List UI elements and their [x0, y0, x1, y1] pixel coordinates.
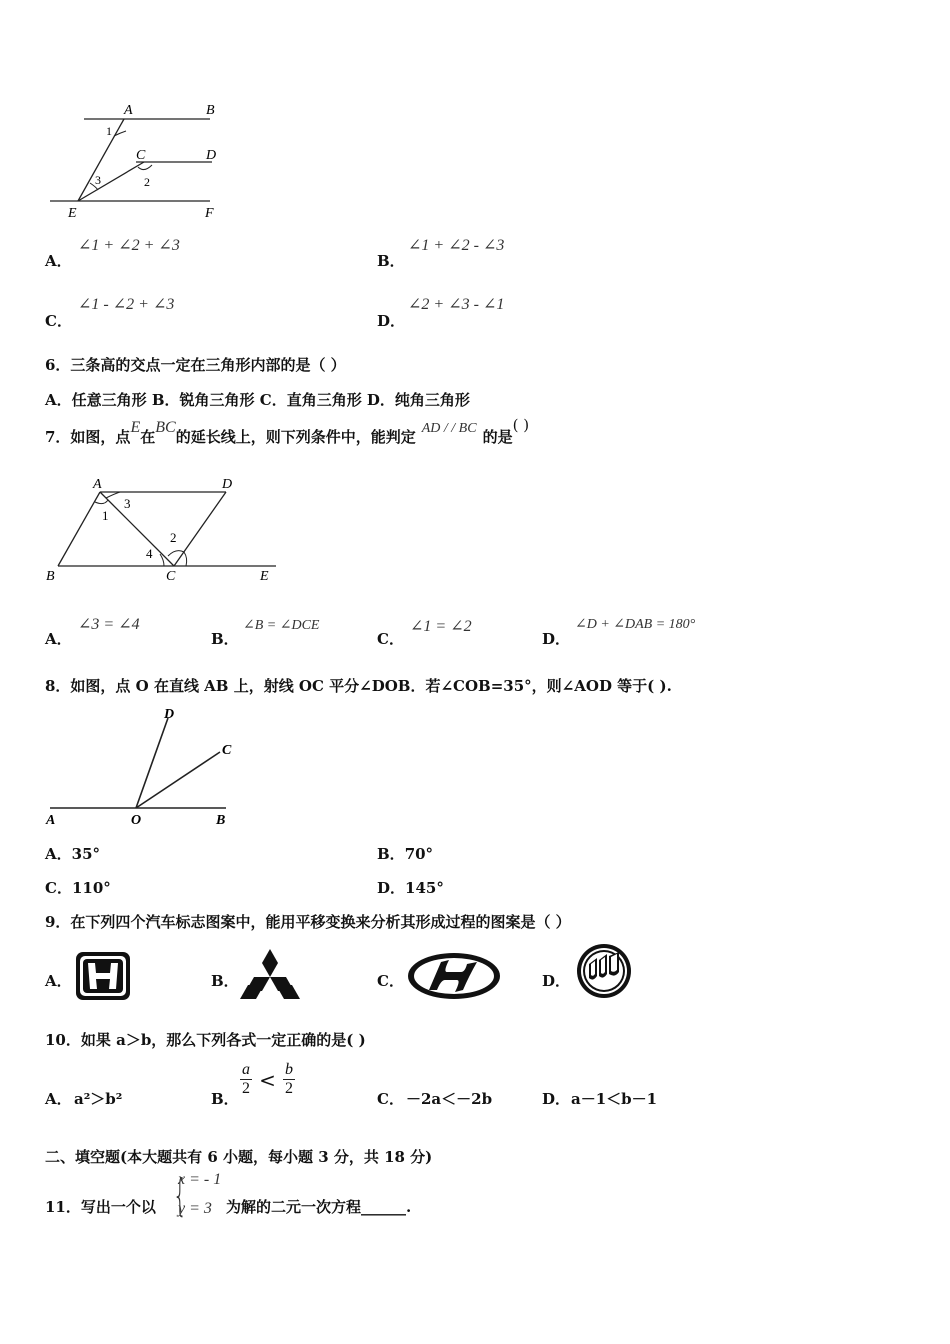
q9-option-A-letter[interactable]: A． [45, 972, 72, 990]
q6-stem: 6．三条高的交点一定在三角形内部的是（ ） [45, 356, 346, 374]
q8-label-O: O [131, 813, 142, 828]
q6-options[interactable]: A．任意三角形 B．锐角三角形 C．直角三角形 D．纯角三角形 [45, 391, 470, 409]
q7-label-B: B [46, 569, 55, 584]
q8-label-B: B [216, 813, 226, 828]
q7-option-C-expr: ∠1 = ∠2 [410, 618, 472, 635]
q5-angle-2: 2 [144, 175, 150, 189]
q10-frac-b: $\frac{b}{2}$ [284, 1061, 293, 1097]
q10-frac-a: $\frac{a}{2}$ [242, 1061, 250, 1097]
q5-option-D-expr: ∠2 + ∠3 - ∠1 [408, 296, 505, 313]
q7-stem-part2: 在 [140, 428, 156, 446]
q5-label-B: B [206, 103, 215, 118]
q5-option-C-letter[interactable]: C． [45, 312, 72, 330]
q5-label-C: C [136, 148, 146, 163]
q7-stem-BC: BC [155, 419, 176, 436]
q7-stem-part3: 的延长线上，则下列条件中，能判定 [175, 428, 416, 446]
q7-option-A-letter[interactable]: A． [45, 630, 72, 648]
q8-option-D[interactable]: D．145° [377, 879, 444, 897]
q11-text-part1: 11．写出一个以 [45, 1198, 156, 1216]
q7-option-A-expr: ∠3 = ∠4 [78, 616, 140, 633]
q8-figure [40, 700, 250, 830]
section-2-heading: 二、填空题(本大题共有 6 小题，每小题 3 分，共 18 分) [45, 1148, 433, 1166]
q9-option-C-letter[interactable]: C． [377, 972, 404, 990]
q7-label-C: C [166, 569, 176, 584]
q5-option-B-letter[interactable]: B． [377, 252, 405, 270]
q10-option-B-expr [240, 1061, 295, 1098]
q8-label-D: D [164, 707, 175, 722]
q5-angle-1: 1 [106, 124, 112, 138]
q5-label-F: F [205, 206, 214, 221]
q11-eq1: x = - 1 [178, 1171, 222, 1188]
q7-stem-E: E [130, 419, 141, 436]
q11-text-part2: 为解的二元一次方程______. [226, 1198, 412, 1216]
q7-stem [45, 416, 530, 447]
honda-logo-icon [74, 950, 132, 1002]
q10-lt: < [259, 1067, 276, 1092]
q8-label-A: A [46, 813, 56, 828]
q7-stem-ADBC: AD / / BC [421, 421, 477, 436]
q5-option-D-letter[interactable]: D． [377, 312, 406, 330]
q7-angle-3: 3 [124, 496, 131, 511]
q9-stem: 9．在下列四个汽车标志图案中，能用平移变换来分析其形成过程的图案是（ ） [45, 913, 571, 931]
q7-option-B-expr: ∠B = ∠DCE [243, 618, 320, 633]
q5-label-D: D [206, 148, 217, 163]
q10-option-D-expr: a－1＜b－1 [571, 1090, 658, 1108]
q7-option-D-letter[interactable]: D． [542, 630, 571, 648]
q7-angle-2: 2 [170, 530, 177, 545]
buick-logo-icon [575, 942, 633, 1000]
q5-option-A-letter[interactable]: A． [45, 252, 72, 270]
q10-option-A-letter[interactable]: A． [45, 1090, 72, 1108]
q7-option-D-expr: ∠D + ∠DAB = 180° [575, 617, 696, 632]
q7-stem-part1: 7．如图，点 [45, 428, 131, 446]
q11-system-brace: { [173, 1170, 187, 1221]
q7-figure [40, 472, 290, 587]
q5-label-A: A [124, 103, 133, 118]
hyundai-logo-icon [405, 950, 503, 1002]
q5-figure [40, 95, 240, 225]
q5-option-A-expr: ∠1 + ∠2 + ∠3 [78, 237, 180, 254]
q8-option-C[interactable]: C．110° [45, 879, 111, 897]
q7-stem-part4: 的是 [482, 428, 513, 446]
q5-label-E: E [68, 206, 77, 221]
q10-option-C-expr: －2a＜－2b [406, 1090, 493, 1108]
q8-stem: 8．如图，点 O 在直线 AB 上，射线 OC 平分∠DOB．若∠COB=35°，则∠AOD 等于( ). [45, 677, 672, 695]
mitsubishi-logo-icon [240, 947, 300, 1003]
q7-option-B-letter[interactable]: B． [211, 630, 239, 648]
q7-angle-4: 4 [146, 546, 153, 561]
q9-option-D-letter[interactable]: D． [542, 972, 571, 990]
q8-option-B[interactable]: B．70° [377, 845, 434, 863]
q11-eq2: y = 3 [178, 1200, 212, 1217]
q10-option-A-expr: a²＞b² [74, 1090, 123, 1108]
q7-label-A: A [93, 477, 102, 492]
q9-option-B-letter[interactable]: B． [211, 972, 239, 990]
q10-option-C-letter[interactable]: C． [377, 1090, 404, 1108]
q10-option-B-letter[interactable]: B． [211, 1090, 239, 1108]
q7-stem-paren: ( ) [512, 416, 530, 434]
q5-option-C-expr: ∠1 - ∠2 + ∠3 [78, 296, 175, 313]
q7-option-C-letter[interactable]: C． [377, 630, 404, 648]
q10-option-D-letter[interactable]: D． [542, 1090, 571, 1108]
q7-label-D: D [222, 477, 233, 492]
q5-angle-3: 3 [95, 173, 101, 187]
q7-angle-1: 1 [102, 508, 109, 523]
q8-option-A[interactable]: A．35° [45, 845, 101, 863]
q5-option-B-expr: ∠1 + ∠2 - ∠3 [408, 237, 505, 254]
q7-label-E: E [260, 569, 269, 584]
q10-stem: 10．如果 a＞b，那么下列各式一定正确的是( ) [45, 1031, 366, 1049]
q8-label-C: C [222, 743, 232, 758]
